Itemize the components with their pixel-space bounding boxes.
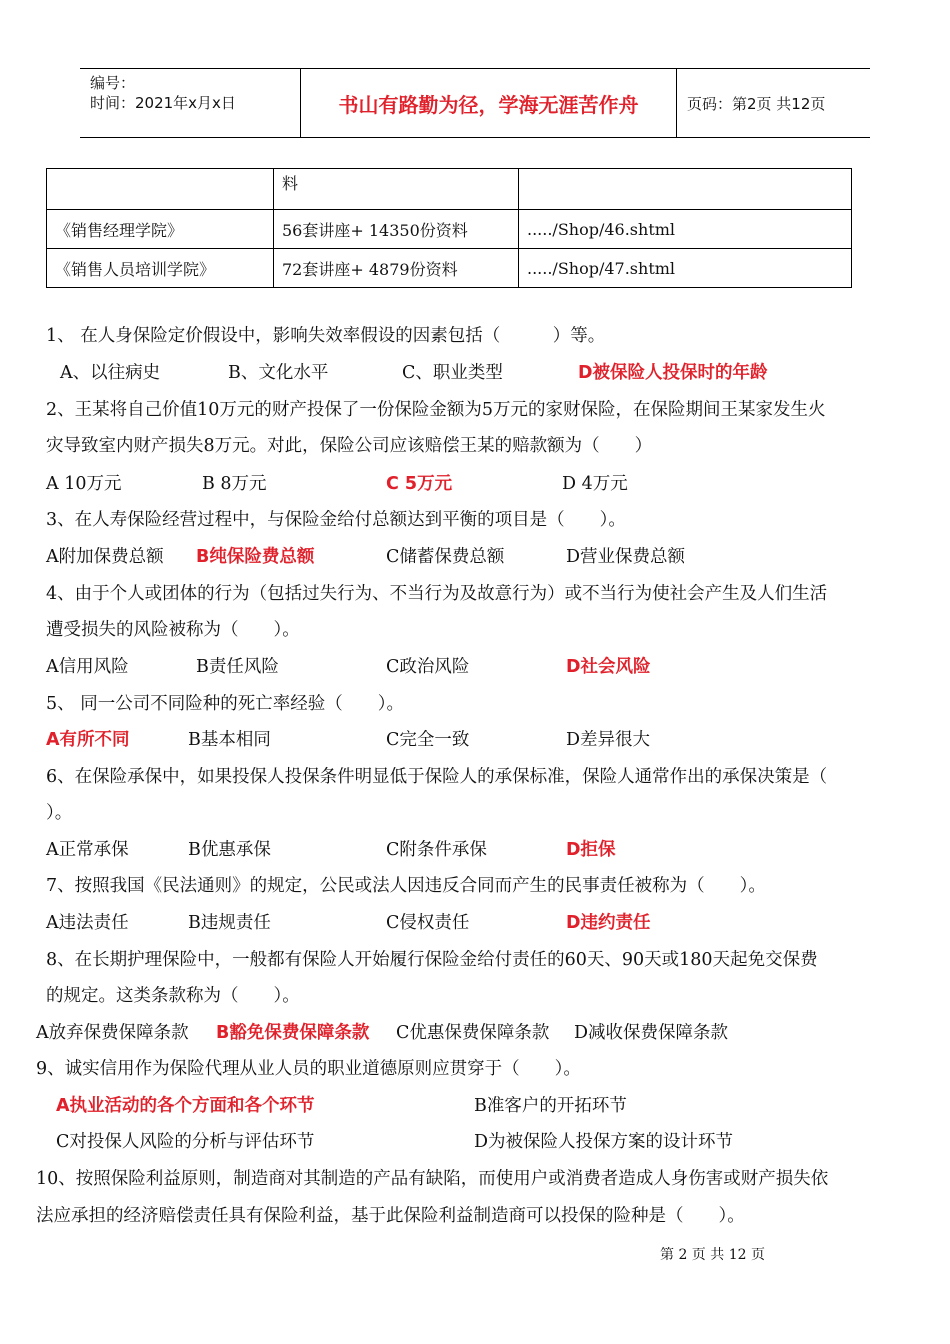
question-7-option-a: A违法责任 bbox=[46, 913, 129, 933]
question-9-stem: 9、诚实信用作为保险代理从业人员的职业道德原则应贯穿于（ ）。 bbox=[36, 1059, 581, 1079]
question-8-answer-b: B豁免保费保障条款 bbox=[216, 1023, 370, 1043]
table-cell: 《销售人员培训学院》 bbox=[47, 249, 274, 288]
question-9-option-d: D为被保险人投保方案的设计环节 bbox=[474, 1132, 734, 1152]
question-8-option-d: D减收保费保障条款 bbox=[574, 1023, 729, 1043]
question-7-option-b: B违规责任 bbox=[188, 913, 271, 933]
table-cell bbox=[519, 169, 852, 210]
question-6-option-b: B优惠承保 bbox=[188, 840, 271, 860]
table-cell-link[interactable]: ...../Shop/47.shtml bbox=[519, 249, 852, 288]
table-cell: 《销售经理学院》 bbox=[47, 210, 274, 249]
question-1-option-a: A、以往病史 bbox=[60, 363, 161, 383]
question-4-stem-line1: 4、由于个人或团体的行为（包括过失行为、不当行为及故意行为）或不当行为使社会产生及人们生活 bbox=[46, 584, 828, 604]
question-4-option-a: A信用风险 bbox=[46, 657, 129, 677]
question-6-option-a: A正常承保 bbox=[46, 840, 129, 860]
question-2-stem-line2: 灾导致室内财产损失8万元。对此，保险公司应该赔偿王某的赔款额为（ ） bbox=[46, 436, 653, 456]
question-5-option-c: C完全一致 bbox=[386, 730, 470, 750]
question-8-stem-line2: 的规定。这类条款称为（ ）。 bbox=[46, 986, 300, 1006]
question-6-stem-line2: ）。 bbox=[46, 803, 73, 823]
question-3-option-c: C储蓄保费总额 bbox=[386, 547, 505, 567]
question-5-option-b: B基本相同 bbox=[188, 730, 271, 750]
question-2-option-d: D 4万元 bbox=[562, 474, 628, 494]
header-motto: 书山有路勤为径，学海无涯苦作舟 bbox=[301, 69, 677, 137]
table-cell-link[interactable]: ...../Shop/46.shtml bbox=[519, 210, 852, 249]
code-label: 编号： bbox=[90, 74, 136, 92]
time-label: 时间：2021年x月x日 bbox=[90, 94, 236, 112]
question-4-option-b: B责任风险 bbox=[196, 657, 279, 677]
question-7-stem: 7、按照我国《民法通则》的规定，公民或法人因违反合同而产生的民事责任被称为（ ）。 bbox=[46, 876, 766, 896]
question-8-option-c: C优惠保费保障条款 bbox=[396, 1023, 550, 1043]
question-5-option-d: D差异很大 bbox=[566, 730, 651, 750]
question-8-option-a: A放弃保费保障条款 bbox=[36, 1023, 189, 1043]
question-9-option-c: C对投保人风险的分析与评估环节 bbox=[56, 1132, 315, 1152]
page-footer: 第 2 页 共 12 页 bbox=[660, 1247, 765, 1263]
question-6-option-c: C附条件承保 bbox=[386, 840, 487, 860]
table-cell: 72套讲座+ 4879份资料 bbox=[274, 249, 519, 288]
question-9-option-b: B准客户的开拓环节 bbox=[474, 1096, 627, 1116]
question-10-stem-line1: 10、按照保险利益原则，制造商对其制造的产品有缺陷，而使用户或消费者造成人身伤害或财产损失依 bbox=[36, 1169, 829, 1189]
table-row bbox=[47, 210, 852, 249]
header-meta bbox=[80, 69, 301, 137]
question-5-stem: 5、 同一公司不同险种的死亡率经验（ ）。 bbox=[46, 694, 404, 714]
question-3-answer-b: B纯保险费总额 bbox=[196, 547, 315, 567]
question-1-stem: 1、 在人身保险定价假设中，影响失效率假设的因素包括（ ）等。 bbox=[46, 326, 606, 346]
question-3-option-d: D营业保费总额 bbox=[566, 547, 686, 567]
table-row bbox=[47, 169, 852, 210]
page-header bbox=[80, 68, 870, 138]
question-2-answer-c: C 5万元 bbox=[386, 474, 453, 494]
question-10-stem-line2: 法应承担的经济赔偿责任具有保险利益，基于此保险利益制造商可以投保的险种是（ ）。 bbox=[36, 1206, 745, 1226]
question-6-stem-line1: 6、在保险承保中，如果投保人投保条件明显低于保险人的承保标准，保险人通常作出的承保决策是（ bbox=[46, 767, 828, 787]
question-7-option-c: C侵权责任 bbox=[386, 913, 470, 933]
resource-table bbox=[46, 168, 852, 288]
question-3-stem: 3、在人寿保险经营过程中，与保险金给付总额达到平衡的项目是（ ）。 bbox=[46, 510, 626, 530]
question-1-option-b: B、文化水平 bbox=[228, 363, 329, 383]
question-4-stem-line2: 遭受损失的风险被称为（ ）。 bbox=[46, 620, 300, 640]
header-page-info: 页码：第2页 共12页 bbox=[687, 94, 826, 113]
question-3-option-a: A附加保费总额 bbox=[46, 547, 164, 567]
question-2-option-b: B 8万元 bbox=[202, 474, 267, 494]
question-4-option-c: C政治风险 bbox=[386, 657, 470, 677]
table-cell: 56套讲座+ 14350份资料 bbox=[274, 210, 519, 249]
question-1-answer-d: D被保险人投保时的年龄 bbox=[578, 363, 768, 383]
question-1-option-c: C、职业类型 bbox=[402, 363, 503, 383]
question-2-stem-line1: 2、王某将自己价值10万元的财产投保了一份保险金额为5万元的家财保险，在保险期间王某家发生火 bbox=[46, 400, 826, 420]
question-4-answer-d: D社会风险 bbox=[566, 657, 651, 677]
question-5-answer-a: A有所不同 bbox=[46, 730, 130, 750]
question-7-answer-d: D违约责任 bbox=[566, 913, 651, 933]
table-cell bbox=[47, 169, 274, 210]
table-cell: 料 bbox=[274, 169, 519, 210]
question-2-option-a: A 10万元 bbox=[46, 474, 122, 494]
question-8-stem-line1: 8、在长期护理保险中，一般都有保险人开始履行保险金给付责任的60天、90天或180天起免交保费 bbox=[46, 950, 818, 970]
table-row bbox=[47, 249, 852, 288]
question-9-answer-a: A执业活动的各个方面和各个环节 bbox=[56, 1096, 315, 1116]
question-6-answer-d: D拒保 bbox=[566, 840, 616, 860]
